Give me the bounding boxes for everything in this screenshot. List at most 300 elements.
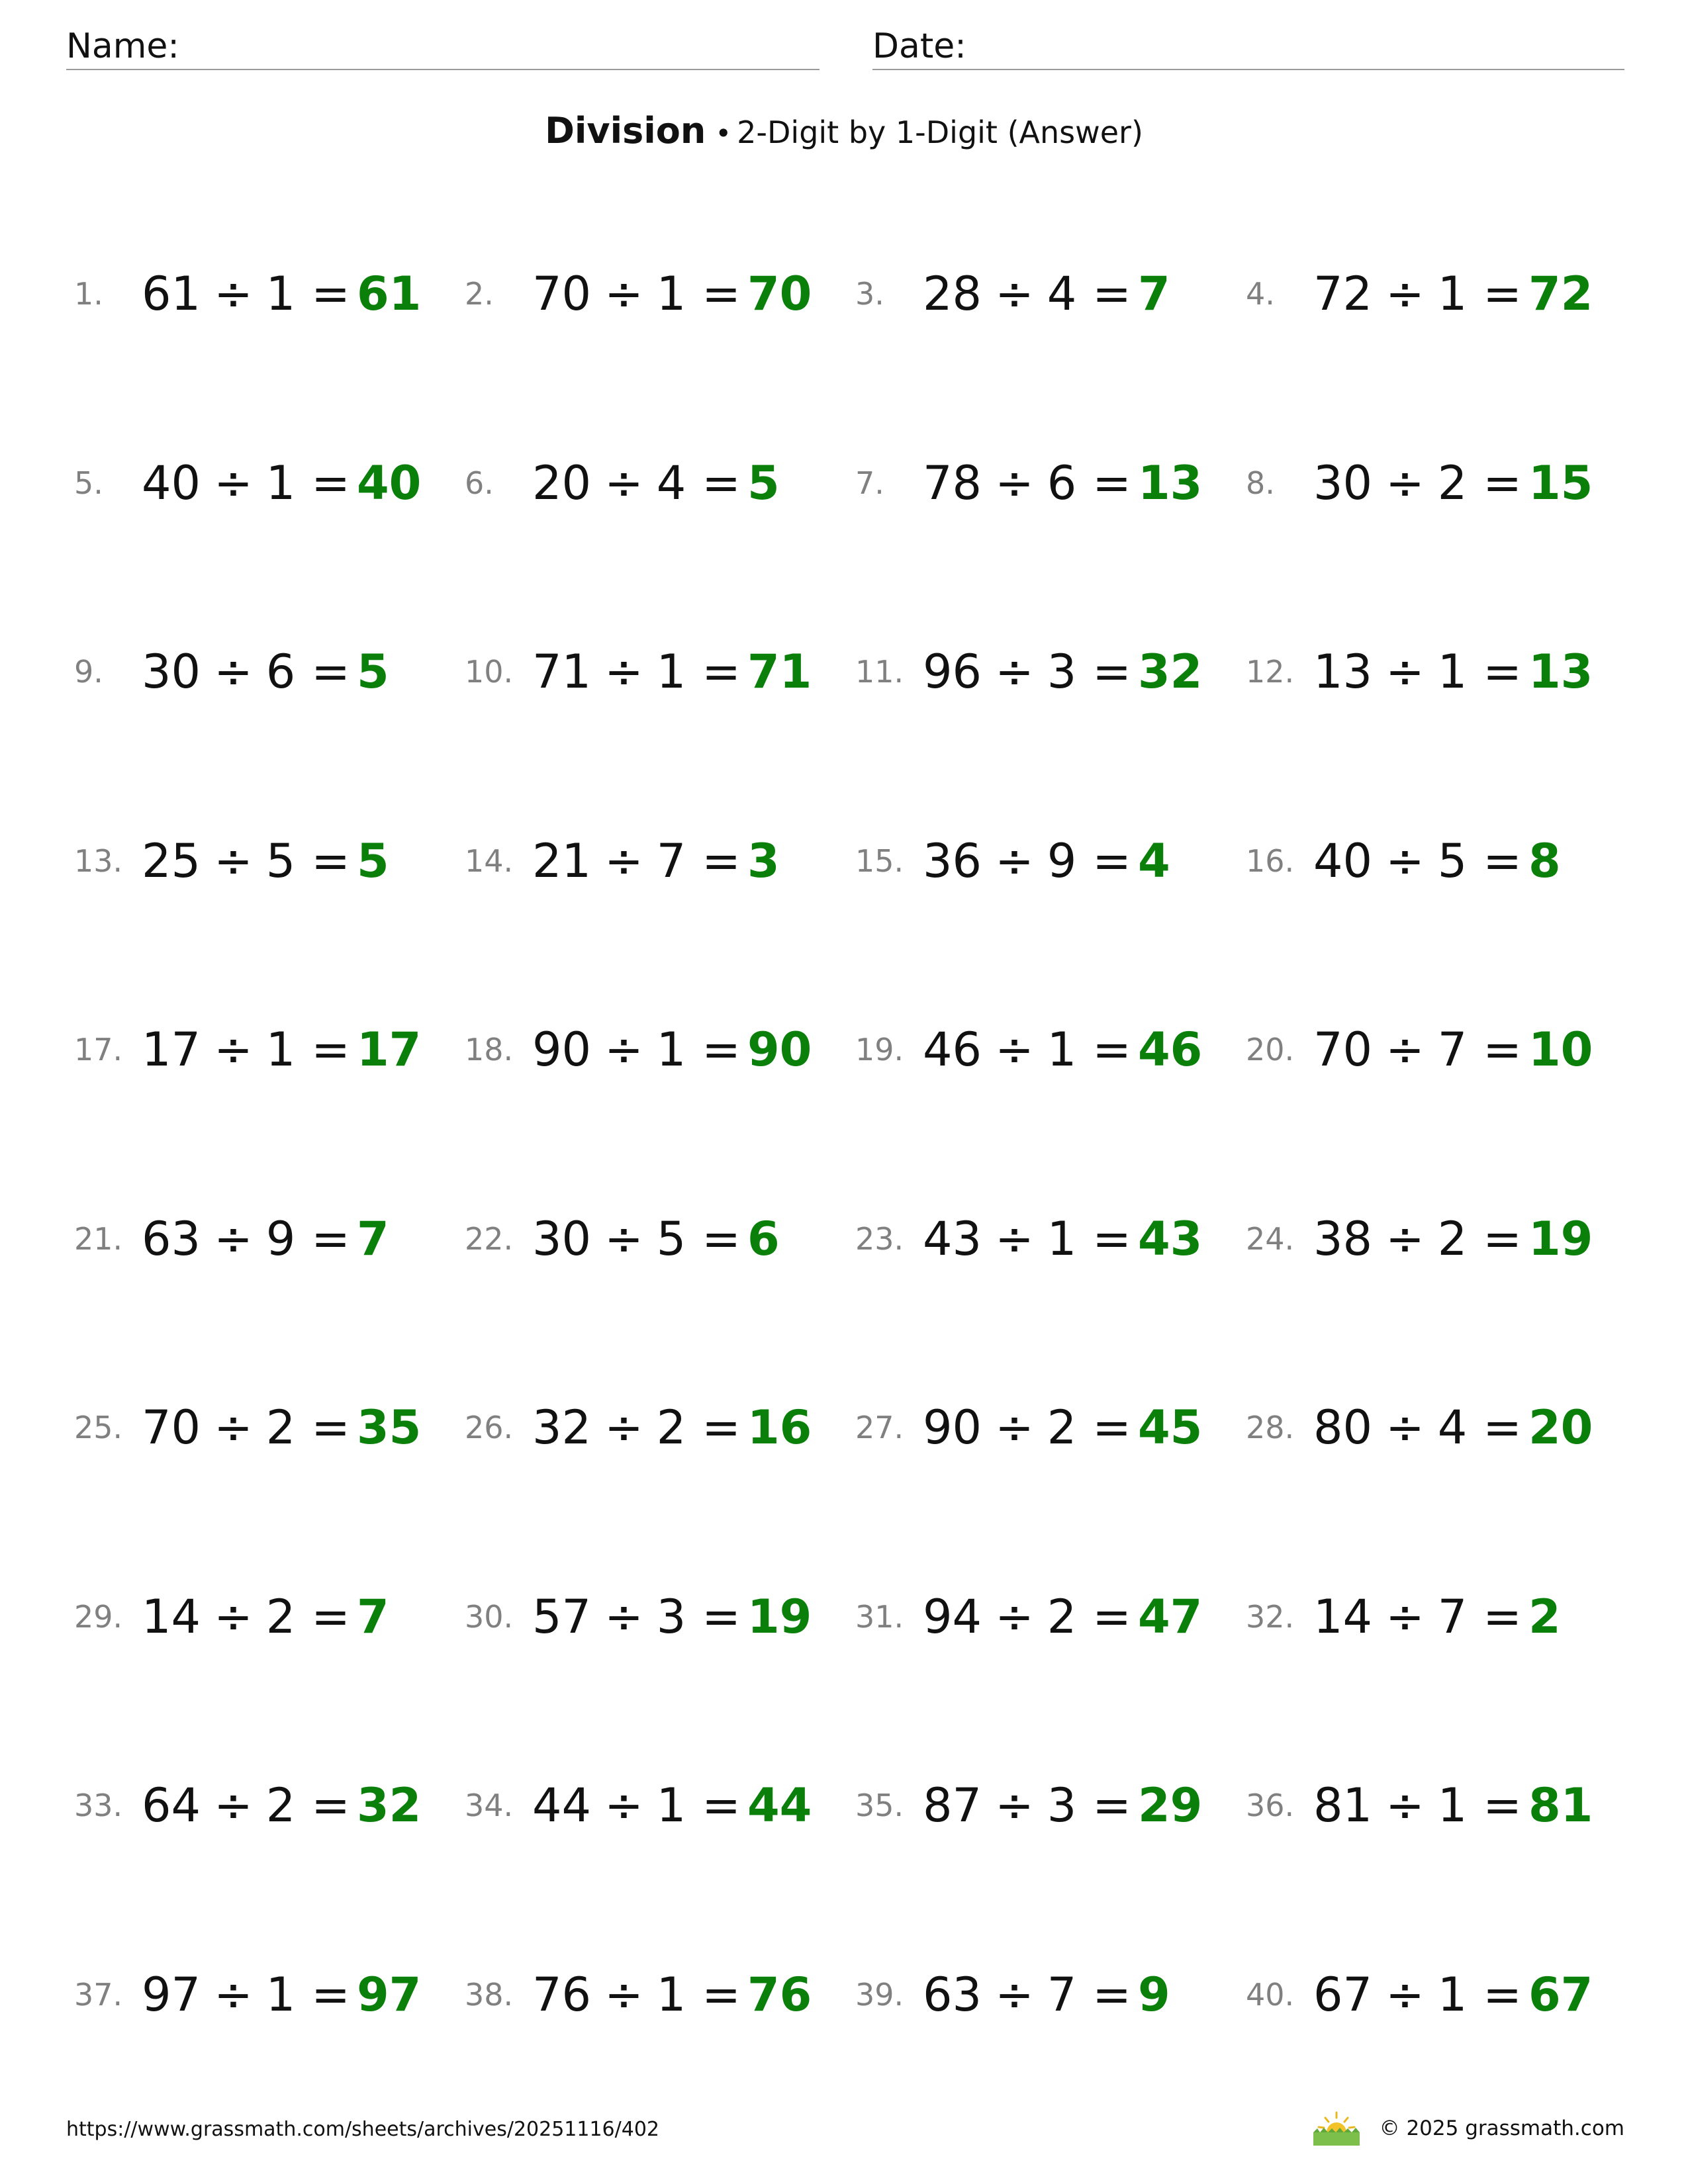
answer: 90 bbox=[747, 1023, 812, 1077]
dividend: 63 bbox=[923, 1967, 982, 2022]
dividend: 21 bbox=[532, 833, 592, 888]
problem-number: 19. bbox=[855, 1032, 904, 1068]
problem-number: 9. bbox=[74, 654, 103, 690]
dividend: 38 bbox=[1313, 1211, 1373, 1266]
problem-item bbox=[855, 1569, 1246, 1664]
dividend: 72 bbox=[1313, 267, 1373, 321]
problem-expression bbox=[1313, 1968, 1528, 2022]
problem-number: 5. bbox=[74, 465, 103, 501]
problem-number: 2. bbox=[465, 276, 494, 312]
name-field[interactable] bbox=[66, 24, 820, 70]
problem-number: 6. bbox=[465, 465, 494, 501]
problem-expression bbox=[142, 1212, 357, 1266]
dividend: 67 bbox=[1313, 1967, 1373, 2022]
divisor: 3 bbox=[1047, 1778, 1077, 1833]
divisor: 4 bbox=[656, 455, 686, 510]
problem-expression bbox=[142, 267, 357, 321]
problem-number: 30. bbox=[465, 1598, 514, 1635]
equals-sign: = bbox=[702, 1967, 741, 2022]
problem-item bbox=[465, 1002, 855, 1097]
answer: 19 bbox=[747, 1589, 812, 1644]
problem-item bbox=[855, 1191, 1246, 1287]
equals-sign: = bbox=[702, 1211, 741, 1266]
equals-sign: = bbox=[1092, 1400, 1131, 1455]
dividend: 90 bbox=[923, 1400, 982, 1455]
problem-number: 14. bbox=[465, 842, 514, 879]
equals-sign: = bbox=[311, 267, 350, 321]
divide-sign: ÷ bbox=[214, 1778, 253, 1833]
dividend: 32 bbox=[532, 1400, 592, 1455]
problem-number: 28. bbox=[1246, 1410, 1295, 1445]
dividend: 14 bbox=[1313, 1589, 1373, 1644]
divisor: 7 bbox=[656, 833, 686, 888]
divide-sign: ÷ bbox=[1385, 1400, 1425, 1455]
divide-sign: ÷ bbox=[214, 1023, 253, 1077]
divide-sign: ÷ bbox=[995, 1023, 1034, 1077]
divide-sign: ÷ bbox=[1385, 1023, 1425, 1077]
dividend: 17 bbox=[142, 1023, 201, 1077]
problem-expression bbox=[142, 456, 357, 510]
problem-item bbox=[74, 1947, 465, 2042]
answer: 5 bbox=[747, 455, 780, 510]
problem-number: 23. bbox=[855, 1220, 904, 1257]
answer: 76 bbox=[747, 1967, 812, 2022]
problem-item bbox=[74, 1380, 465, 1475]
equals-sign: = bbox=[311, 1778, 350, 1833]
problem-item bbox=[74, 1758, 465, 1853]
problem-item bbox=[855, 1380, 1246, 1475]
divide-sign: ÷ bbox=[604, 1778, 643, 1833]
answer: 61 bbox=[356, 267, 422, 321]
divide-sign: ÷ bbox=[995, 1400, 1034, 1455]
divisor: 2 bbox=[265, 1589, 296, 1644]
problem-number: 20. bbox=[1246, 1032, 1295, 1068]
equals-sign: = bbox=[1483, 833, 1522, 888]
answer: 7 bbox=[356, 1589, 389, 1644]
answer: 15 bbox=[1528, 455, 1593, 510]
problem-item bbox=[465, 624, 855, 719]
problem-expression bbox=[923, 1023, 1138, 1077]
problem-number: 18. bbox=[465, 1032, 514, 1068]
problem-expression bbox=[532, 1778, 747, 1833]
problem-item bbox=[465, 1191, 855, 1287]
dividend: 70 bbox=[1313, 1023, 1373, 1077]
answer: 32 bbox=[356, 1778, 422, 1833]
equals-sign: = bbox=[1483, 1589, 1522, 1644]
divide-sign: ÷ bbox=[604, 1023, 643, 1077]
problem-number: 24. bbox=[1246, 1220, 1295, 1257]
problem-expression bbox=[532, 1590, 747, 1644]
answer: 7 bbox=[1137, 267, 1170, 321]
answer: 16 bbox=[747, 1400, 812, 1455]
problem-expression bbox=[1313, 1400, 1528, 1455]
divisor: 1 bbox=[656, 1023, 686, 1077]
answer: 44 bbox=[747, 1778, 812, 1833]
divide-sign: ÷ bbox=[995, 1211, 1034, 1266]
divide-sign: ÷ bbox=[214, 455, 253, 510]
divisor: 4 bbox=[1047, 267, 1077, 321]
equals-sign: = bbox=[1092, 1211, 1131, 1266]
divide-sign: ÷ bbox=[1385, 833, 1425, 888]
divide-sign: ÷ bbox=[604, 645, 643, 699]
equals-sign: = bbox=[311, 1589, 350, 1644]
answer: 5 bbox=[356, 833, 389, 888]
dividend: 40 bbox=[142, 455, 201, 510]
dividend: 25 bbox=[142, 833, 201, 888]
equals-sign: = bbox=[1092, 1023, 1131, 1077]
dividend: 13 bbox=[1313, 645, 1373, 699]
divisor: 1 bbox=[656, 1967, 686, 2022]
divide-sign: ÷ bbox=[1385, 1778, 1425, 1833]
problem-number: 36. bbox=[1246, 1788, 1295, 1823]
dividend: 70 bbox=[142, 1400, 201, 1455]
equals-sign: = bbox=[1092, 1589, 1131, 1644]
divide-sign: ÷ bbox=[214, 1589, 253, 1644]
problem-item bbox=[855, 624, 1246, 719]
divide-sign: ÷ bbox=[1385, 1589, 1425, 1644]
problem-number: 1. bbox=[74, 276, 103, 312]
problem-expression bbox=[142, 1590, 357, 1644]
divide-sign: ÷ bbox=[1385, 645, 1425, 699]
problem-item bbox=[1246, 246, 1636, 341]
problem-expression bbox=[923, 645, 1138, 699]
answer: 10 bbox=[1528, 1023, 1593, 1077]
problem-item bbox=[855, 246, 1246, 341]
problem-item bbox=[855, 1758, 1246, 1853]
dividend: 30 bbox=[532, 1211, 592, 1266]
answer: 46 bbox=[1137, 1023, 1203, 1077]
divisor: 9 bbox=[265, 1211, 296, 1266]
equals-sign: = bbox=[1483, 1023, 1522, 1077]
dividend: 80 bbox=[1313, 1400, 1373, 1455]
divide-sign: ÷ bbox=[995, 455, 1034, 510]
divide-sign: ÷ bbox=[604, 267, 643, 321]
problem-item bbox=[465, 246, 855, 341]
problem-item bbox=[74, 813, 465, 909]
divide-sign: ÷ bbox=[604, 1589, 643, 1644]
problem-item bbox=[465, 1380, 855, 1475]
equals-sign: = bbox=[1483, 645, 1522, 699]
problem-item bbox=[74, 1191, 465, 1287]
date-field[interactable] bbox=[872, 24, 1624, 70]
problem-number: 29. bbox=[74, 1598, 123, 1635]
problem-expression bbox=[142, 1400, 357, 1455]
problem-number: 35. bbox=[855, 1788, 904, 1823]
equals-sign: = bbox=[702, 1023, 741, 1077]
problem-expression bbox=[1313, 645, 1528, 699]
equals-sign: = bbox=[1092, 455, 1131, 510]
problem-number: 32. bbox=[1246, 1598, 1295, 1635]
divisor: 2 bbox=[1437, 455, 1468, 510]
answer: 20 bbox=[1528, 1400, 1593, 1455]
divisor: 9 bbox=[1047, 833, 1077, 888]
divide-sign: ÷ bbox=[214, 833, 253, 888]
problem-expression bbox=[1313, 1212, 1528, 1266]
dividend: 46 bbox=[923, 1023, 982, 1077]
problem-number: 15. bbox=[855, 842, 904, 879]
divisor: 7 bbox=[1437, 1589, 1468, 1644]
divisor: 3 bbox=[1047, 645, 1077, 699]
title-main: Division bbox=[545, 110, 706, 152]
problem-item bbox=[855, 1002, 1246, 1097]
answer: 40 bbox=[356, 455, 422, 510]
equals-sign: = bbox=[702, 1400, 741, 1455]
problem-item bbox=[855, 1947, 1246, 2042]
dividend: 94 bbox=[923, 1589, 982, 1644]
divide-sign: ÷ bbox=[214, 1211, 253, 1266]
divisor: 7 bbox=[1047, 1967, 1077, 2022]
equals-sign: = bbox=[311, 455, 350, 510]
dividend: 30 bbox=[1313, 455, 1373, 510]
equals-sign: = bbox=[702, 1778, 741, 1833]
problem-item bbox=[1246, 1569, 1636, 1664]
answer: 4 bbox=[1137, 833, 1170, 888]
dividend: 96 bbox=[923, 645, 982, 699]
problem-expression bbox=[532, 834, 747, 888]
equals-sign: = bbox=[311, 833, 350, 888]
divide-sign: ÷ bbox=[604, 455, 643, 510]
divisor: 5 bbox=[265, 833, 296, 888]
problem-expression bbox=[1313, 1023, 1528, 1077]
divisor: 1 bbox=[265, 455, 296, 510]
divide-sign: ÷ bbox=[1385, 1967, 1425, 2022]
problem-number: 40. bbox=[1246, 1976, 1295, 2013]
divisor: 2 bbox=[1437, 1211, 1468, 1266]
problem-number: 10. bbox=[465, 654, 514, 690]
problem-expression bbox=[142, 645, 357, 699]
problem-number: 4. bbox=[1246, 276, 1275, 312]
problem-item bbox=[1246, 1002, 1636, 1097]
problem-number: 25. bbox=[74, 1410, 123, 1445]
problem-number: 34. bbox=[465, 1788, 514, 1823]
dividend: 40 bbox=[1313, 833, 1373, 888]
divisor: 1 bbox=[265, 1967, 296, 2022]
dividend: 20 bbox=[532, 455, 592, 510]
problem-item bbox=[1246, 1758, 1636, 1853]
answer: 97 bbox=[356, 1967, 422, 2022]
answer: 3 bbox=[747, 833, 780, 888]
divisor: 6 bbox=[265, 645, 296, 699]
problem-expression bbox=[1313, 456, 1528, 510]
answer: 67 bbox=[1528, 1967, 1593, 2022]
dividend: 61 bbox=[142, 267, 201, 321]
answer: 47 bbox=[1137, 1589, 1203, 1644]
problem-item bbox=[465, 1947, 855, 2042]
problem-number: 12. bbox=[1246, 654, 1295, 690]
equals-sign: = bbox=[311, 1023, 350, 1077]
problem-number: 21. bbox=[74, 1220, 123, 1257]
problem-expression bbox=[142, 1023, 357, 1077]
divisor: 1 bbox=[656, 267, 686, 321]
equals-sign: = bbox=[1483, 455, 1522, 510]
divisor: 2 bbox=[656, 1400, 686, 1455]
answer: 71 bbox=[747, 645, 812, 699]
answer: 45 bbox=[1137, 1400, 1203, 1455]
problem-expression bbox=[923, 1400, 1138, 1455]
worksheet-title bbox=[0, 105, 1688, 166]
equals-sign: = bbox=[1092, 1778, 1131, 1833]
answer: 32 bbox=[1137, 645, 1203, 699]
dividend: 28 bbox=[923, 267, 982, 321]
divisor: 2 bbox=[265, 1400, 296, 1455]
problem-expression bbox=[532, 456, 747, 510]
problem-item bbox=[74, 1002, 465, 1097]
copyright-text: © 2025 grassmath.com bbox=[1379, 2116, 1624, 2140]
dividend: 87 bbox=[923, 1778, 982, 1833]
problem-item bbox=[1246, 624, 1636, 719]
problem-number: 33. bbox=[74, 1788, 123, 1823]
equals-sign: = bbox=[1092, 1967, 1131, 2022]
problem-item bbox=[1246, 813, 1636, 909]
equals-sign: = bbox=[702, 267, 741, 321]
dividend: 43 bbox=[923, 1211, 982, 1266]
answer: 6 bbox=[747, 1211, 780, 1266]
divisor: 3 bbox=[656, 1589, 686, 1644]
equals-sign: = bbox=[702, 455, 741, 510]
divisor: 2 bbox=[265, 1778, 296, 1833]
answer: 72 bbox=[1528, 267, 1593, 321]
answer: 7 bbox=[356, 1211, 389, 1266]
problem-expression bbox=[142, 1778, 357, 1833]
problem-expression bbox=[142, 834, 357, 888]
answer: 13 bbox=[1137, 455, 1203, 510]
problem-expression bbox=[923, 834, 1138, 888]
problem-number: 11. bbox=[855, 654, 904, 690]
divisor: 1 bbox=[265, 267, 296, 321]
problem-expression bbox=[923, 1778, 1138, 1833]
problem-number: 37. bbox=[74, 1976, 123, 2013]
answer: 5 bbox=[356, 645, 389, 699]
problem-expression bbox=[532, 1212, 747, 1266]
equals-sign: = bbox=[1483, 267, 1522, 321]
answer: 29 bbox=[1137, 1778, 1203, 1833]
problem-item bbox=[465, 1569, 855, 1664]
equals-sign: = bbox=[1483, 1778, 1522, 1833]
equals-sign: = bbox=[311, 1211, 350, 1266]
dividend: 81 bbox=[1313, 1778, 1373, 1833]
dividend: 14 bbox=[142, 1589, 201, 1644]
dividend: 44 bbox=[532, 1778, 592, 1833]
name-label: Name: bbox=[66, 26, 179, 66]
problem-grid bbox=[74, 246, 1650, 2136]
equals-sign: = bbox=[311, 1400, 350, 1455]
answer: 13 bbox=[1528, 645, 1593, 699]
divide-sign: ÷ bbox=[1385, 267, 1425, 321]
problem-item bbox=[1246, 1191, 1636, 1287]
problem-number: 27. bbox=[855, 1410, 904, 1445]
problem-item bbox=[74, 435, 465, 531]
answer: 81 bbox=[1528, 1778, 1593, 1833]
problem-expression bbox=[142, 1968, 357, 2022]
problem-expression bbox=[1313, 267, 1528, 321]
dividend: 97 bbox=[142, 1967, 201, 2022]
dividend: 70 bbox=[532, 267, 592, 321]
problem-expression bbox=[1313, 834, 1528, 888]
divide-sign: ÷ bbox=[995, 267, 1034, 321]
problem-item bbox=[1246, 1947, 1636, 2042]
divisor: 1 bbox=[1437, 1778, 1468, 1833]
divide-sign: ÷ bbox=[214, 267, 253, 321]
problem-item bbox=[465, 1758, 855, 1853]
equals-sign: = bbox=[702, 1589, 741, 1644]
equals-sign: = bbox=[702, 645, 741, 699]
problem-item bbox=[465, 813, 855, 909]
problem-expression bbox=[923, 267, 1138, 321]
footer-brand bbox=[1312, 2109, 1624, 2148]
divisor: 2 bbox=[1047, 1400, 1077, 1455]
equals-sign: = bbox=[311, 645, 350, 699]
problem-expression bbox=[1313, 1778, 1528, 1833]
dividend: 76 bbox=[532, 1967, 592, 2022]
divide-sign: ÷ bbox=[604, 833, 643, 888]
divide-sign: ÷ bbox=[604, 1400, 643, 1455]
divide-sign: ÷ bbox=[214, 1400, 253, 1455]
divisor: 1 bbox=[656, 645, 686, 699]
problem-item bbox=[74, 246, 465, 341]
problem-expression bbox=[532, 1968, 747, 2022]
equals-sign: = bbox=[1092, 267, 1131, 321]
divisor: 1 bbox=[1437, 1967, 1468, 2022]
divide-sign: ÷ bbox=[995, 833, 1034, 888]
dividend: 57 bbox=[532, 1589, 592, 1644]
problem-number: 22. bbox=[465, 1220, 514, 1257]
answer: 17 bbox=[356, 1023, 422, 1077]
answer: 9 bbox=[1137, 1967, 1170, 2022]
divisor: 4 bbox=[1437, 1400, 1468, 1455]
problem-item bbox=[74, 624, 465, 719]
problem-item bbox=[855, 435, 1246, 531]
problem-item bbox=[74, 1569, 465, 1664]
problem-number: 39. bbox=[855, 1976, 904, 2013]
equals-sign: = bbox=[311, 1967, 350, 2022]
problem-number: 8. bbox=[1246, 465, 1275, 501]
equals-sign: = bbox=[1483, 1400, 1522, 1455]
divide-sign: ÷ bbox=[1385, 455, 1425, 510]
equals-sign: = bbox=[1092, 645, 1131, 699]
problem-expression bbox=[923, 456, 1138, 510]
divisor: 1 bbox=[1047, 1023, 1077, 1077]
divisor: 1 bbox=[1437, 645, 1468, 699]
equals-sign: = bbox=[1092, 833, 1131, 888]
dividend: 78 bbox=[923, 455, 982, 510]
divisor: 5 bbox=[656, 1211, 686, 1266]
dividend: 90 bbox=[532, 1023, 592, 1077]
divisor: 5 bbox=[1437, 833, 1468, 888]
grass-sun-icon bbox=[1312, 2110, 1361, 2147]
problem-number: 3. bbox=[855, 276, 884, 312]
divide-sign: ÷ bbox=[995, 1778, 1034, 1833]
problem-item bbox=[1246, 435, 1636, 531]
answer: 19 bbox=[1528, 1211, 1593, 1266]
problem-number: 7. bbox=[855, 465, 884, 501]
problem-expression bbox=[923, 1212, 1138, 1266]
problem-number: 17. bbox=[74, 1032, 123, 1068]
equals-sign: = bbox=[702, 833, 741, 888]
divide-sign: ÷ bbox=[1385, 1211, 1425, 1266]
equals-sign: = bbox=[1483, 1967, 1522, 2022]
divisor: 1 bbox=[656, 1778, 686, 1833]
problem-expression bbox=[532, 645, 747, 699]
divide-sign: ÷ bbox=[995, 1967, 1034, 2022]
problem-item bbox=[1246, 1380, 1636, 1475]
problem-expression bbox=[1313, 1590, 1528, 1644]
footer-url: https://www.grassmath.com/sheets/archives/20251116/402 bbox=[66, 2118, 660, 2141]
date-label: Date: bbox=[872, 26, 966, 66]
divide-sign: ÷ bbox=[214, 645, 253, 699]
divisor: 6 bbox=[1047, 455, 1077, 510]
answer: 70 bbox=[747, 267, 812, 321]
title-subtitle: 2-Digit by 1-Digit (Answer) bbox=[737, 114, 1143, 150]
